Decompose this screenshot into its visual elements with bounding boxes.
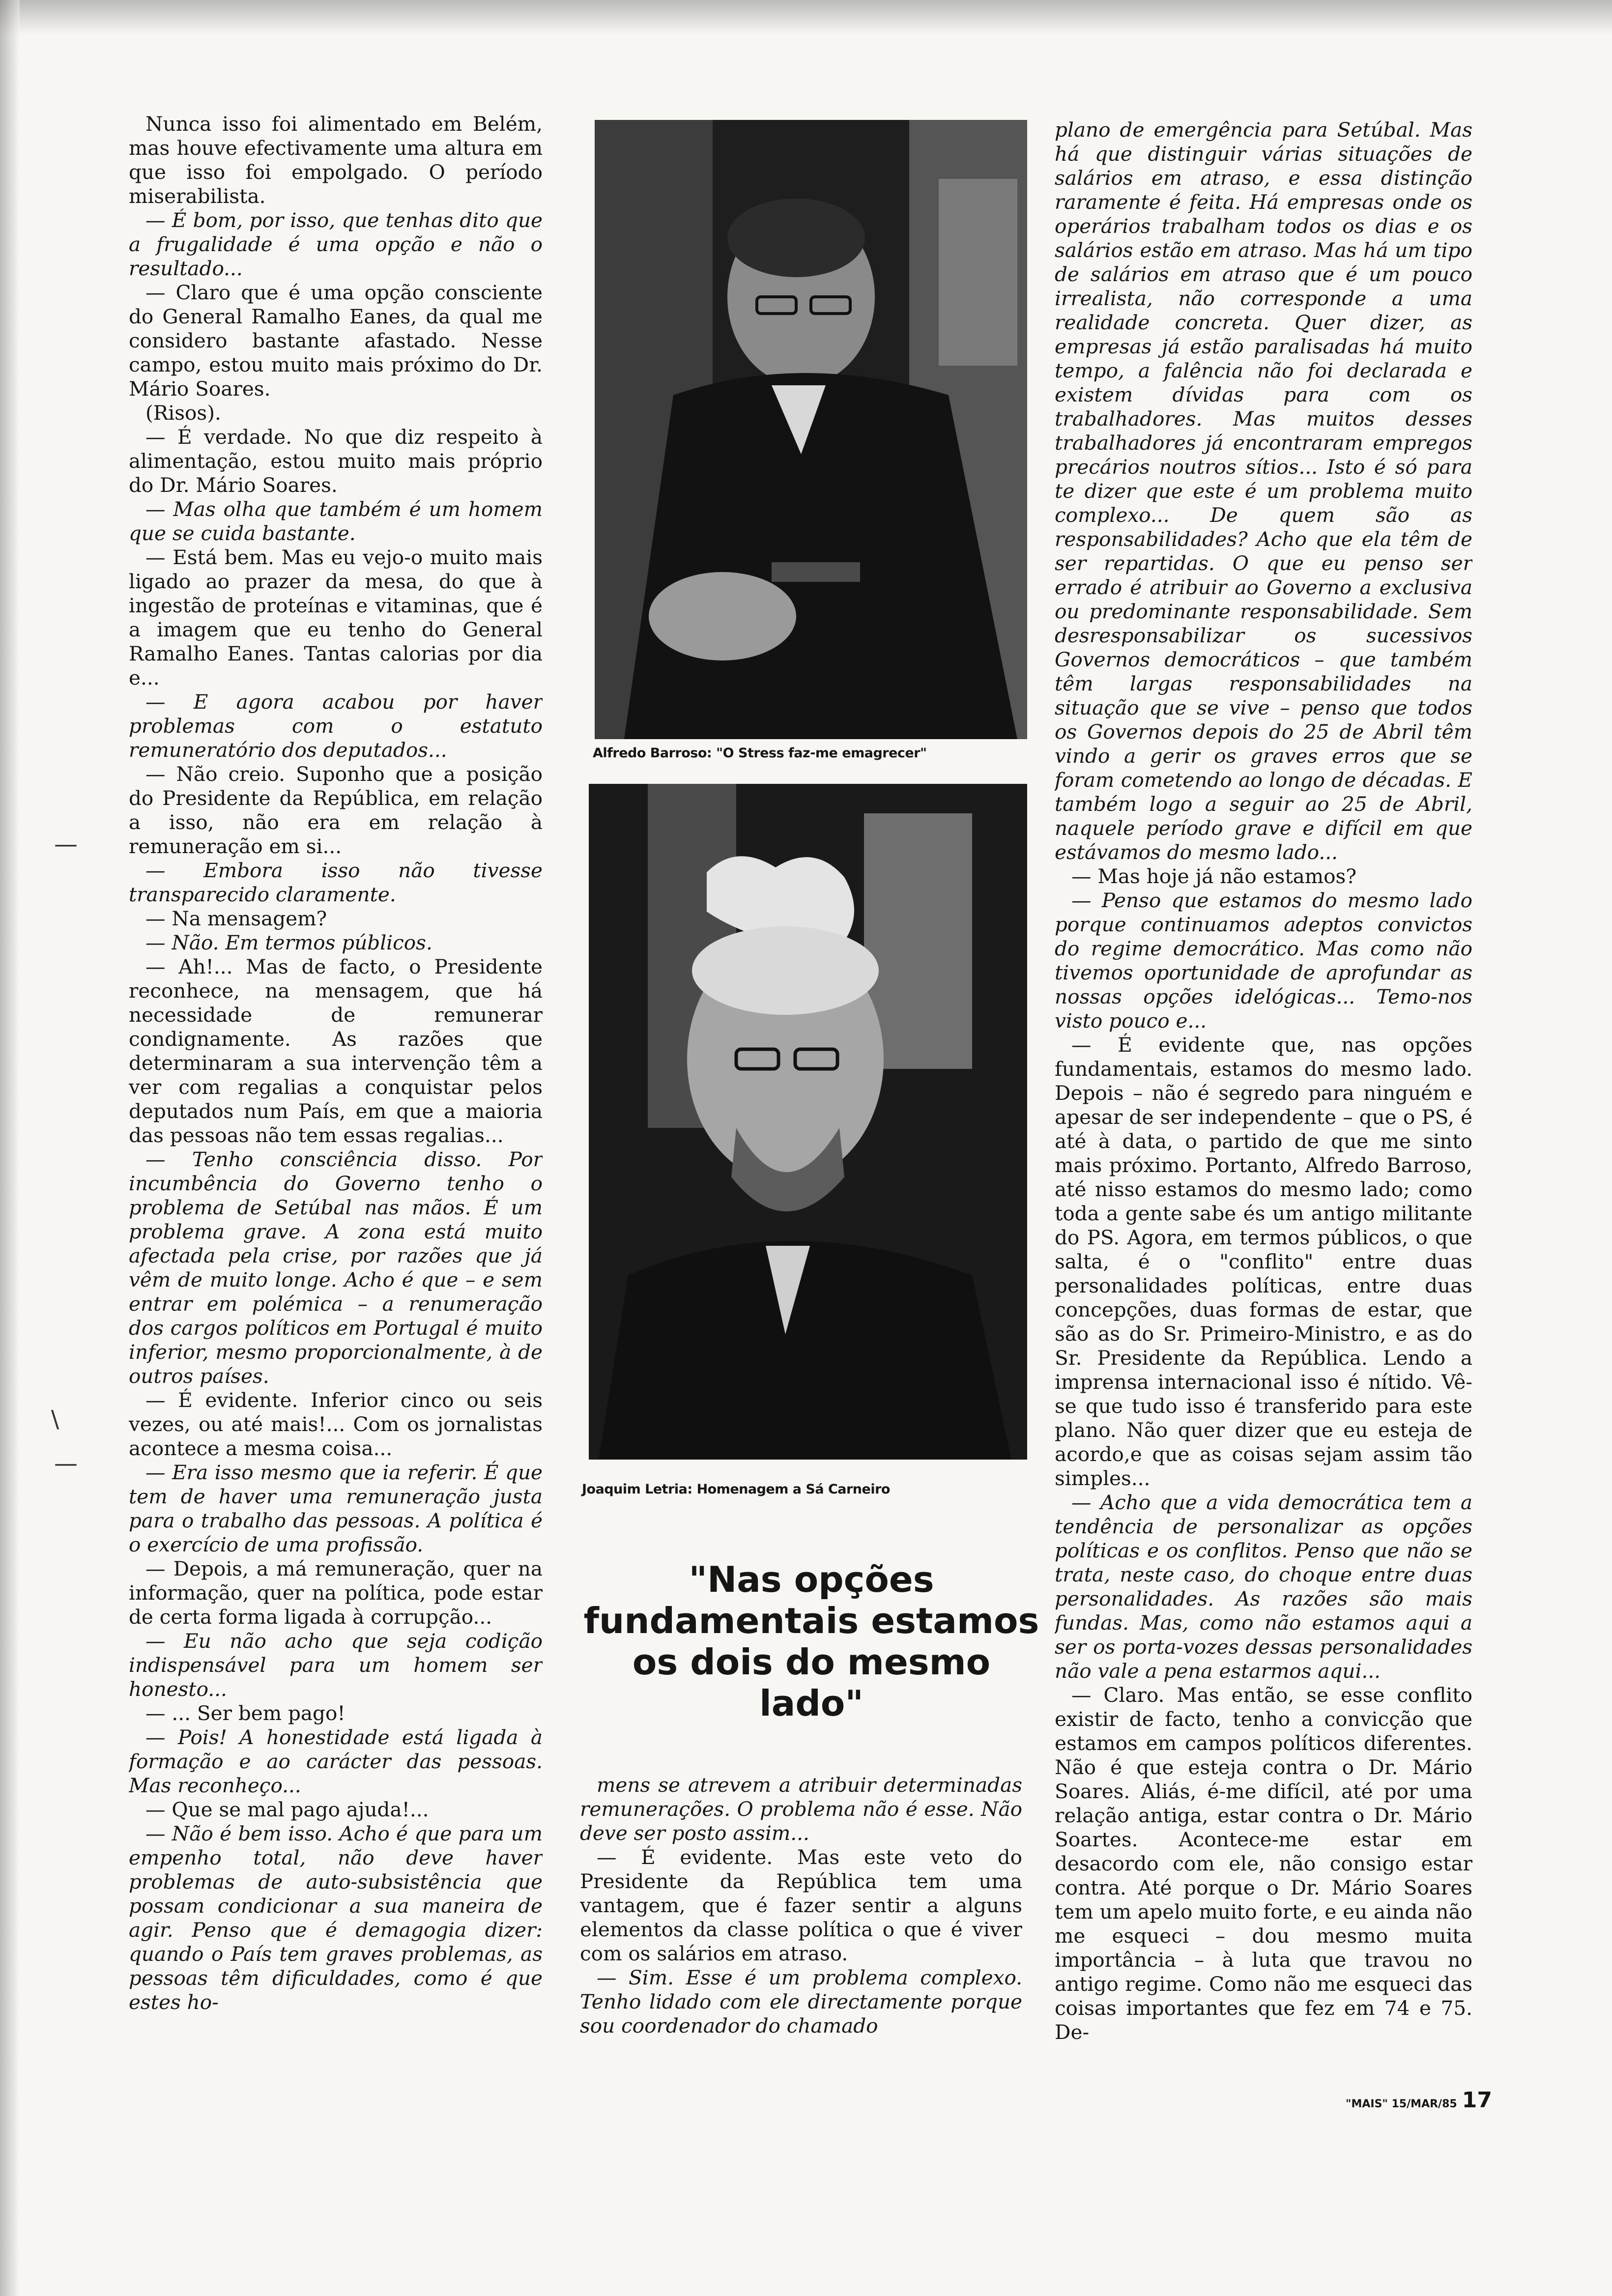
margin-mark: \: [51, 1406, 59, 1433]
paragraph: — Não é bem isso. Acho é que para um empenho total, não deve haver problemas de auto-subsistência que possam condicionar a sua maneira de agir. Penso que é demagogia dizer: quando o País tem graves problemas, as pessoas têm dificuldades, como é que estes ho-: [129, 1822, 543, 2014]
paragraph: — É evidente. Mas este veto do Presidente da República tem uma vantagem, que é fazer sentir a alguns elementos da classe política o que é viver com os salários em atraso.: [580, 1845, 1022, 1965]
page-number: 17: [1462, 2088, 1492, 2113]
paragraph: — Tenho consciência disso. Por incumbência do Governo tenho o problema de Setúbal nas mãos. É um problema grave. A zona está muito afectada pela crise, por razões que já vêm de muito longe. Acho é que – e sem entrar em polémica – a renumeração dos cargos políticos em Portugal é muito inferior, mesmo proporcionalmente, à de outros países.: [129, 1148, 543, 1388]
scan-edge-top: [0, 0, 1612, 34]
paragraph: — Na mensagem?: [145, 907, 327, 930]
paragraph: — Claro. Mas então, se esse conflito existir de facto, tenho a convicção que estamos em campos políticos diferentes. Não é que esteja contra o Dr. Mário Soares. Aliás, é-me difícil, até por uma relação antiga, estar contra o Dr. Mário Soartes. Acontece-me estar em desacordo com ele, não consigo estar contra. Até porque o Dr. Mário Soares tem um apelo muito forte, e eu ainda não me esqueci – dou mesmo muita importância – à luta que travou no antigo regime. Como não me esqueci das coisas importantes que fez em 74 e 75. De-: [1055, 1683, 1472, 2044]
photo-caption-2: Joaquim Letria: Homenagem a Sá Carneiro: [582, 1482, 890, 1497]
paragraph: — Depois, a má remuneração, quer na informação, quer na política, pode estar de certa forma ligada à corrupção...: [129, 1557, 543, 1629]
paragraph: — É evidente. Inferior cinco ou seis vezes, ou até mais!... Com os jornalistas acontece a mesma coisa...: [129, 1388, 543, 1460]
paragraph: (Risos).: [145, 401, 221, 425]
paragraph: — Não. Em termos públicos.: [145, 931, 432, 954]
paragraph: — Não creio. Suponho que a posição do Presidente da República, em relação a isso, não era em relação à remuneração em si...: [129, 762, 543, 858]
photo-alfredo-barroso: [595, 120, 1027, 739]
photo-caption-1: Alfredo Barroso: "O Stress faz-me emagrecer": [593, 746, 927, 761]
paragraph: mens se atrevem a atribuir determinadas remunerações. O problema não é esse. Não deve ser posto assim...: [580, 1773, 1022, 1845]
paragraph: — ... Ser bem pago!: [145, 1701, 345, 1725]
paragraph: — E agora acabou por haver problemas com o estatuto remuneratório dos deputados...: [129, 690, 543, 762]
paragraph: — Ah!... Mas de facto, o Presidente reconhece, na mensagem, que há necessidade de remunerar condignamente. As razões que determinaram a sua intervenção têm a ver com regalias a conquistar pelos deputados num País, em que a maioria das pessoas não tem essas regalias...: [129, 955, 543, 1147]
paragraph: — Eu não acho que seja codição indispensável para um homem ser honesto...: [129, 1629, 543, 1701]
paragraph: Nunca isso foi alimentado em Belém, mas houve efectivamente uma altura em que isso foi empolgado. O período miserabilista.: [129, 112, 543, 208]
page-footer: [1346, 2088, 1492, 2113]
paragraph: — Embora isso não tivesse transparecido claramente.: [129, 859, 543, 906]
pull-quote: "Nas opções fundamentais estamos os dois do mesmo lado": [583, 1559, 1039, 1724]
paragraph: — Pois! A honestidade está ligada à formação e ao carácter das pessoas. Mas reconheço...: [129, 1725, 543, 1797]
publication-date: "MAIS" 15/MAR/85: [1346, 2098, 1457, 2110]
paragraph: — Sim. Esse é um problema complexo. Tenho lidado com ele directamente porque sou coordenador do chamado: [580, 1966, 1022, 2038]
photo-joaquim-letria: [589, 784, 1027, 1460]
paragraph: — Está bem. Mas eu vejo-o muito mais ligado ao prazer da mesa, do que à ingestão de proteínas e vitaminas, que é a imagem que eu tenho do General Ramalho Eanes. Tantas calorias por dia e...: [129, 545, 543, 689]
margin-mark: —: [54, 1450, 78, 1477]
text-column-1: [129, 112, 543, 2058]
paragraph: — É verdade. No que diz respeito à alimentação, estou muito mais próprio do Dr. Mário Soares.: [129, 425, 543, 497]
portrait-image-2: [589, 784, 1027, 1460]
scan-edge-left: [0, 0, 20, 2296]
text-column-3: [1055, 118, 1472, 2064]
paragraph: — É bom, por isso, que tenhas dito que a frugalidade é uma opção e não o resultado...: [129, 208, 543, 280]
portrait-image-1: [595, 120, 1027, 739]
paragraph: — Mas hoje já não estamos?: [1071, 864, 1357, 888]
paragraph: — Era isso mesmo que ia referir. É que tem de haver uma remuneração justa para o trabalho das pessoas. A política é o exercício de uma profissão.: [129, 1461, 543, 1556]
paragraph: — Claro que é uma opção consciente do General Ramalho Eanes, da qual me considero bastante afastado. Nesse campo, estou muito mais próximo do Dr. Mário Soares.: [129, 281, 543, 401]
paragraph: — Mas olha que também é um homem que se cuida bastante.: [129, 497, 543, 545]
margin-mark: —: [54, 831, 78, 858]
text-column-2: [580, 1773, 1022, 2063]
paragraph: — Penso que estamos do mesmo lado porque continuamos adeptos convictos do regime democrático. Mas como não tivemos oportunidade de aprofundar as nossas opções idelógicas... Temo-nos visto pouco e...: [1055, 889, 1472, 1033]
paragraph: — Acho que a vida democrática tem a tendência de personalizar as opções políticas e os conflitos. Penso que não se trata, neste caso, do choque entre duas personalidades. As razões são mais fundas. Mas, como não estamos aqui a ser os porta-vozes dessas personalidades não vale a pena estarmos aqui...: [1055, 1491, 1472, 1683]
paragraph: — É evidente que, nas opções fundamentais, estamos do mesmo lado. Depois – não é segredo para ninguém e apesar de ser independente – que o PS, é até à data, o partido de que me sinto mais próximo. Portanto, Alfredo Barroso, até nisso estamos do mesmo lado; como toda a gente sabe és um antigo militante do PS. Agora, em termos públicos, o que salta, é o "conflito" entre duas personalidades políticas, entre duas concepções, duas formas de estar, que são as do Sr. Primeiro-Ministro, e as do Sr. Presidente da República. Lendo a imprensa internacional isso é nítido. Vê-se que tudo isso é transferido para este plano. Não quer dizer que eu esteja de acordo,e que as coisas sejam assim tão simples...: [1055, 1033, 1472, 1490]
paragraph: plano de emergência para Setúbal. Mas há que distinguir várias situações de salários em atraso, e essa distinção raramente é feita. Há empresas onde os operários trabalham todos os dias e os salários estão em atraso. Mas há um tipo de salários em atraso que é um pouco irrealista, não corresponde a uma realidade concreta. Quer dizer, as empresas já estão paralisadas há muito tempo, a falência não foi declarada e existem dívidas para com os trabalhadores. Mas muitos desses trabalhadores já encontraram empregos precários noutros sítios... Isto é só para te dizer que este é um problema muito complexo... De quem são as responsabilidades? Acho que ela têm de ser repartidas. O que eu penso ser errado é atribuir ao Governo a exclusiva ou predominante responsabilidade. Sem desresponsabilizar os sucessivos Governos democráticos – que também têm largas responsabilidades na situação que se vive – penso que todos os Governos depois do 25 de Abril têm vindo a gerir os graves erros que se foram cometendo ao longo de décadas. E também logo a seguir ao 25 de Abril, naquele período grave e difícil em que estávamos do mesmo lado...: [1055, 118, 1472, 864]
paragraph: — Que se mal pago ajuda!...: [145, 1798, 429, 1821]
